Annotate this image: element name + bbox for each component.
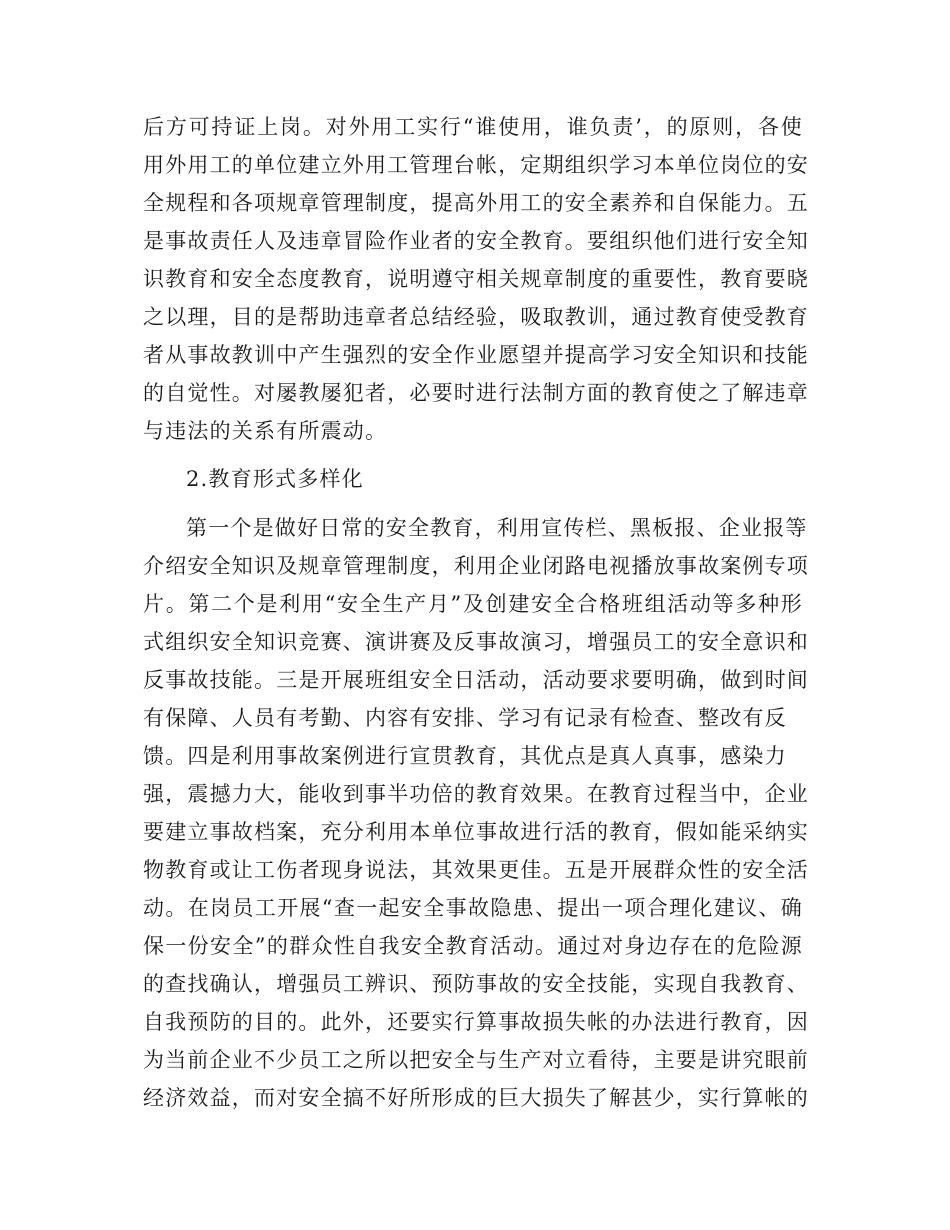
paragraph-line: 之以理，目的是帮助违章者总结经验，吸取教训，通过教育使受教育 xyxy=(143,305,809,329)
paragraph-line: 与违法的关系有所震动。 xyxy=(143,419,388,443)
paragraph-line: 物教育或让工伤者现身说法，其效果更佳。五是开展群众性的安全活 xyxy=(143,858,809,882)
paragraph-line: 为当前企业不少员工之所以把安全与生产对立看待，主要是讲究眼前 xyxy=(143,1048,809,1072)
section-heading: 2.教育形式多样化 xyxy=(186,467,364,491)
paragraph-line: 的查找确认，增强员工辨识、预防事故的安全技能，实现自我教育、 xyxy=(143,972,809,996)
paragraph-line: 的自觉性。对屡教屡犯者，必要时进行法制方面的教育使之了解违章 xyxy=(143,381,809,405)
paragraph-line: 动。在岗员工开展“查一起安全事故隐患、提出一项合理化建议、确 xyxy=(143,896,803,920)
paragraph-line: 馈。四是利用事故案例进行宣贯教育，其优点是真人真事，感染力 xyxy=(143,744,787,768)
paragraph-line: 用外用工的单位建立外用工管理台帐，定期组织学习本单位岗位的安 xyxy=(143,153,809,177)
paragraph-line: 识教育和安全态度教育，说明遵守相关规章制度的重要性，教育要晓 xyxy=(143,267,809,291)
paragraph-line: 经济效益，而对安全搞不好所形成的巨大损失了解甚少，实行算帐的 xyxy=(143,1086,809,1110)
paragraph-line: 自我预防的目的。此外，还要实行算事故损失帐的办法进行教育，因 xyxy=(143,1010,809,1034)
paragraph-line: 要建立事故档案，充分利用本单位事故进行活的教育，假如能采纳实 xyxy=(143,820,809,844)
paragraph-line: 第一个是做好日常的安全教育，利用宣传栏、黑板报、企业报等 xyxy=(186,516,808,540)
paragraph-line: 强，震撼力大，能收到事半功倍的教育效果。在教育过程当中，企业 xyxy=(143,782,809,806)
paragraph-line: 保一份安全”的群众性自我安全教育活动。通过对身边存在的危险源 xyxy=(143,934,803,958)
paragraph-line: 全规程和各项规章管理制度，提高外用工的安全素养和自保能力。五 xyxy=(143,191,809,215)
paragraph-line: 介绍安全知识及规章管理制度，利用企业闭路电视播放事故案例专项 xyxy=(143,554,809,578)
paragraph-line: 是事故责任人及违章冒险作业者的安全教育。要组织他们进行安全知 xyxy=(143,229,809,253)
paragraph-line: 者从事故教训中产生强烈的安全作业愿望并提高学习安全知识和技能 xyxy=(143,343,809,367)
paragraph-line: 式组织安全知识竞赛、演讲赛及反事故演习，增强员工的安全意识和 xyxy=(143,630,809,654)
paragraph-line: 后方可持证上岗。对外用工实行“谁使用，谁负责’，的原则，各使 xyxy=(143,115,803,139)
paragraph-line: 反事故技能。三是开展班组安全日活动，活动要求要明确，做到时间 xyxy=(143,668,809,692)
paragraph-line: 片。第二个是利用“安全生产月”及创建安全合格班组活动等多种形 xyxy=(143,592,803,616)
paragraph-line: 有保障、人员有考勤、内容有安排、学习有记录有检查、整改有反 xyxy=(143,706,787,730)
